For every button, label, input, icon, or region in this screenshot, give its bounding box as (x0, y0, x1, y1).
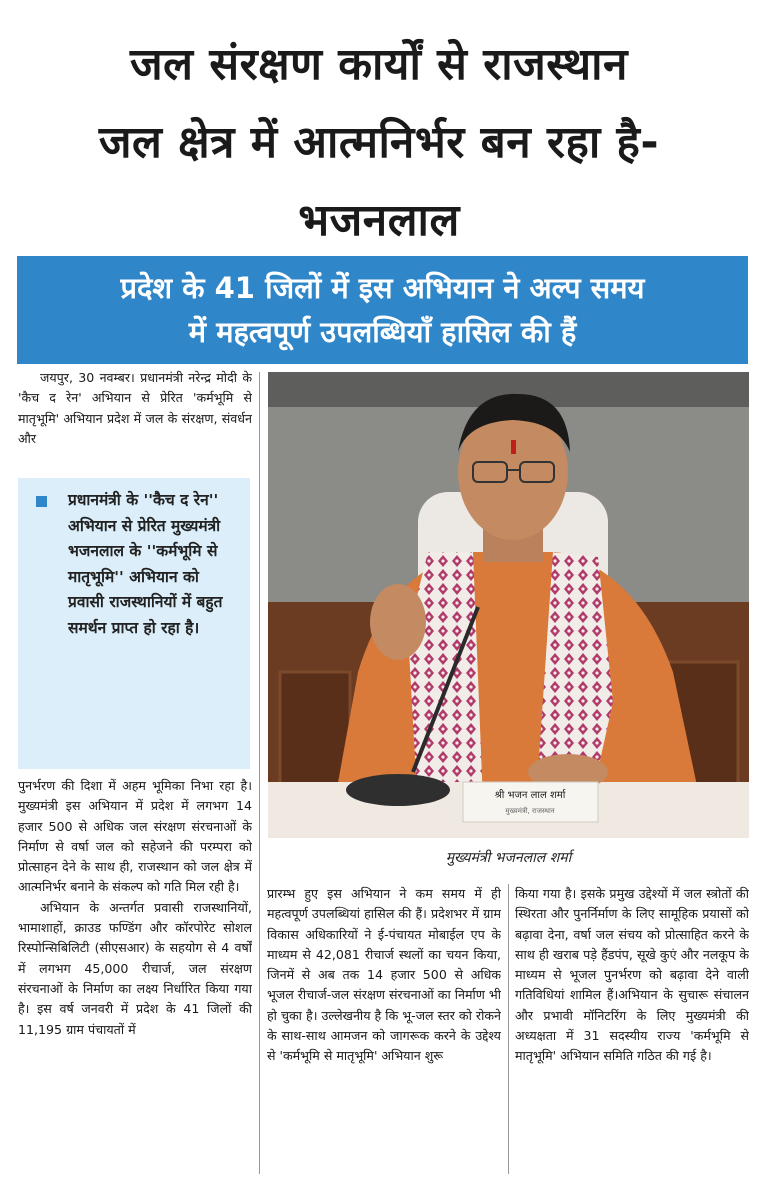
article-right-column (515, 884, 749, 1174)
nameplate-name: श्री भजन लाल शर्मा (494, 790, 566, 801)
subheadline-line-2: में महत्वपूर्ण उपलब्धियाँ हासिल की हैं (188, 315, 577, 349)
headline-line-3: भजनलाल (298, 195, 460, 246)
headline-line-1: जल संरक्षण कार्यों से राजस्थान (130, 39, 628, 90)
chief-minister-photo (268, 372, 749, 838)
headline-line-2: जल क्षेत्र में आत्मनिर्भर बन रहा है- (98, 117, 660, 168)
subheadline-banner (17, 256, 748, 364)
photo-caption: मुख्यमंत्री भजनलाल शर्मा (445, 850, 572, 866)
article-middle-column (267, 884, 501, 1174)
highlight-text: प्रधानमंत्री के ''कैच द रेन'' अभियान से प्रेरित मुख्यमंत्री भजनलाल के ''कर्मभूमि से मातृभूमि'' अभियान को प्रवासी राजस्थानियों में बहुत समर्थन प्राप्त हो रहा है। (68, 491, 223, 637)
right-paragraph: किया गया है। इसके प्रमुख उद्देश्यों में जल स्त्रोतों की स्थिरता और पुनर्निर्माण के लिए सामूहिक प्रयासों को बढ़ावा देना, वर्षा जल संचय को प्रोत्साहित करने के साथ ही खराब पड़े हैंडपंप, सूखे कुएं और नलकूप के माध्यम से भूजल पुनर्भरण को बढ़ावा देने वाली गतिविधियां शामिल हैं।अभियान के सुचारू संचालन और प्रभावी मॉनिटरिंग के लिए मुख्यमंत्री की अध्यक्षता में 31 सदस्यीय राज्य 'कर्मभूमि से मातृभूमि' अभियान समिति गठित की गई है। (515, 886, 749, 1064)
article-intro (18, 368, 252, 468)
nameplate-title: मुख्यमंत्री, राजस्थान (505, 807, 555, 815)
middle-paragraph: प्रारम्भ हुए इस अभियान ने कम समय में ही महत्वपूर्ण उपलब्धियां हासिल की हैं। प्रदेशभर में ग्राम विकास अधिकारियों ने ई-पंचायत मोबाईल एप के माध्यम से 42,081 रीचार्ज स्थलों का चयन किया, जिनमें से अब तक 14 हजार 500 से अधिक भूजल रीचार्ज-जल संरक्षण संरचनाओं का निर्माण भी हो चुका है। उल्लेखनीय है कि भू-जल स्तर को रोकने के साथ-साथ आमजन को जागरूक करने के उद्देश्य से 'कर्मभूमि से मातृभूमि' अभियान शुरू (267, 886, 501, 1064)
left-paragraph-2: अभियान के अन्तर्गत प्रवासी राजस्थानियों, भामाशाहों, क्राउड फण्डिंग और कॉरपोरेट सोशल रिस्पोन्सिबिलिटी (सीएसआर) के सहयोग से 4 वर्षों में लगभग 45,000 रीचार्ज, जल संरक्षण संरचनाओं के निर्माण का लक्ष्य निर्धारित किया गया है। इस वर्ष जनवरी में प्रदेश के 41 जिलों की 11,195 ग्राम पंचायतों में (18, 899, 252, 1037)
column-divider (259, 372, 260, 1174)
subheadline-line-1: प्रदेश के 41 जिलों में इस अभियान ने अल्प समय (120, 271, 645, 305)
headline (10, 26, 748, 260)
left-paragraph-1: पुनर्भरण की दिशा में अहम भूमिका निभा रहा है। मुख्यमंत्री इस अभियान में प्रदेश में लगभग 14 हजार 500 से अधिक जल संरक्षण संरचनाओं के निर्माण से वर्षा जल को सहेजने की परम्परा को प्रोत्साहन देने के साथ ही, राजस्थान को जल क्षेत्र में आत्मनिर्भर बनाने के संकल्प को गति मिल रही है। (18, 778, 252, 895)
article-left-column (18, 776, 252, 1174)
column-divider (508, 884, 509, 1174)
bullet-square-icon (36, 496, 47, 507)
highlight-box (18, 478, 250, 769)
intro-paragraph: जयपुर, 30 नवम्बर। प्रधानमंत्री नरेन्द्र मोदी के 'कैच द रेन' अभियान से प्रेरित 'कर्मभूमि से मातृभूमि' अभियान प्रदेश में जल के संरक्षण, संवर्धन और (18, 370, 252, 446)
